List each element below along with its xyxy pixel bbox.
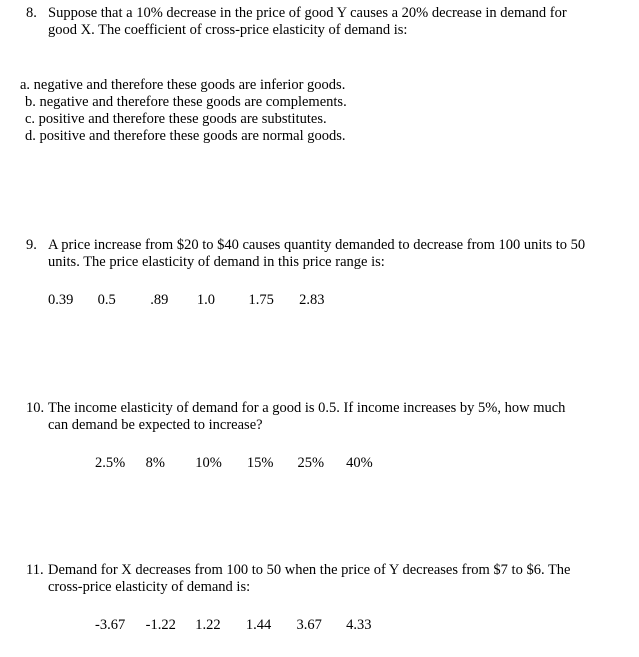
question-text-line-2: good X. The coefficient of cross-price elasticity of demand is: xyxy=(48,22,408,38)
choice: 1.44 xyxy=(245,617,272,633)
question-9-choices xyxy=(48,292,325,309)
question-text-line-1: Demand for X decreases from 100 to 50 when the price of Y decreases from $7 to $6. The xyxy=(48,562,571,578)
option-a: a. negative and therefore these goods are inferior goods. xyxy=(20,77,346,93)
choice: 2.83 xyxy=(299,292,325,308)
question-number: 11. xyxy=(26,562,44,578)
question-11 xyxy=(26,562,626,596)
question-text-line-2: cross-price elasticity of demand is: xyxy=(48,579,251,595)
question-10-choices xyxy=(95,455,373,472)
question-10 xyxy=(26,400,626,434)
question-9 xyxy=(26,237,626,271)
choice: 4.33 xyxy=(346,617,372,633)
choice: .89 xyxy=(150,292,169,308)
choice: 15% xyxy=(246,455,274,471)
question-number: 10. xyxy=(26,400,45,416)
question-number: 9. xyxy=(26,237,37,253)
question-text-line-2: can demand be expected to increase? xyxy=(48,417,263,433)
choice: 1.75 xyxy=(248,292,274,308)
choice: 0.5 xyxy=(97,292,116,308)
question-number: 8. xyxy=(26,5,37,21)
question-text-line-1: Suppose that a 10% decrease in the price of good Y causes a 20% decrease in demand for xyxy=(48,5,567,21)
choice: -3.67 xyxy=(95,617,126,633)
choice: 1.22 xyxy=(195,617,221,633)
question-8-options xyxy=(20,77,347,145)
question-text-line-2: units. The price elasticity of demand in this price range is: xyxy=(48,254,385,270)
question-text-line-1: The income elasticity of demand for a good is 0.5. If income increases by 5%, how much xyxy=(48,400,566,416)
choice: 2.5% xyxy=(95,455,126,471)
choice: 10% xyxy=(195,455,222,471)
option-c: c. positive and therefore these goods are substitutes. xyxy=(25,111,327,127)
choice: 25% xyxy=(297,455,325,471)
option-d: d. positive and therefore these goods are normal goods. xyxy=(25,128,346,144)
option-b: b. negative and therefore these goods are complements. xyxy=(25,94,347,110)
choice: 3.67 xyxy=(296,617,322,633)
choice: 0.39 xyxy=(48,292,74,308)
choice: 40% xyxy=(346,455,373,471)
question-11-choices xyxy=(95,617,372,634)
choice: 1.0 xyxy=(196,292,215,308)
question-8 xyxy=(26,5,626,39)
question-text-line-1: A price increase from $20 to $40 causes quantity demanded to decrease from 100 units to 50 xyxy=(48,237,586,253)
choice: 8% xyxy=(145,455,165,471)
choice: -1.22 xyxy=(145,617,176,633)
